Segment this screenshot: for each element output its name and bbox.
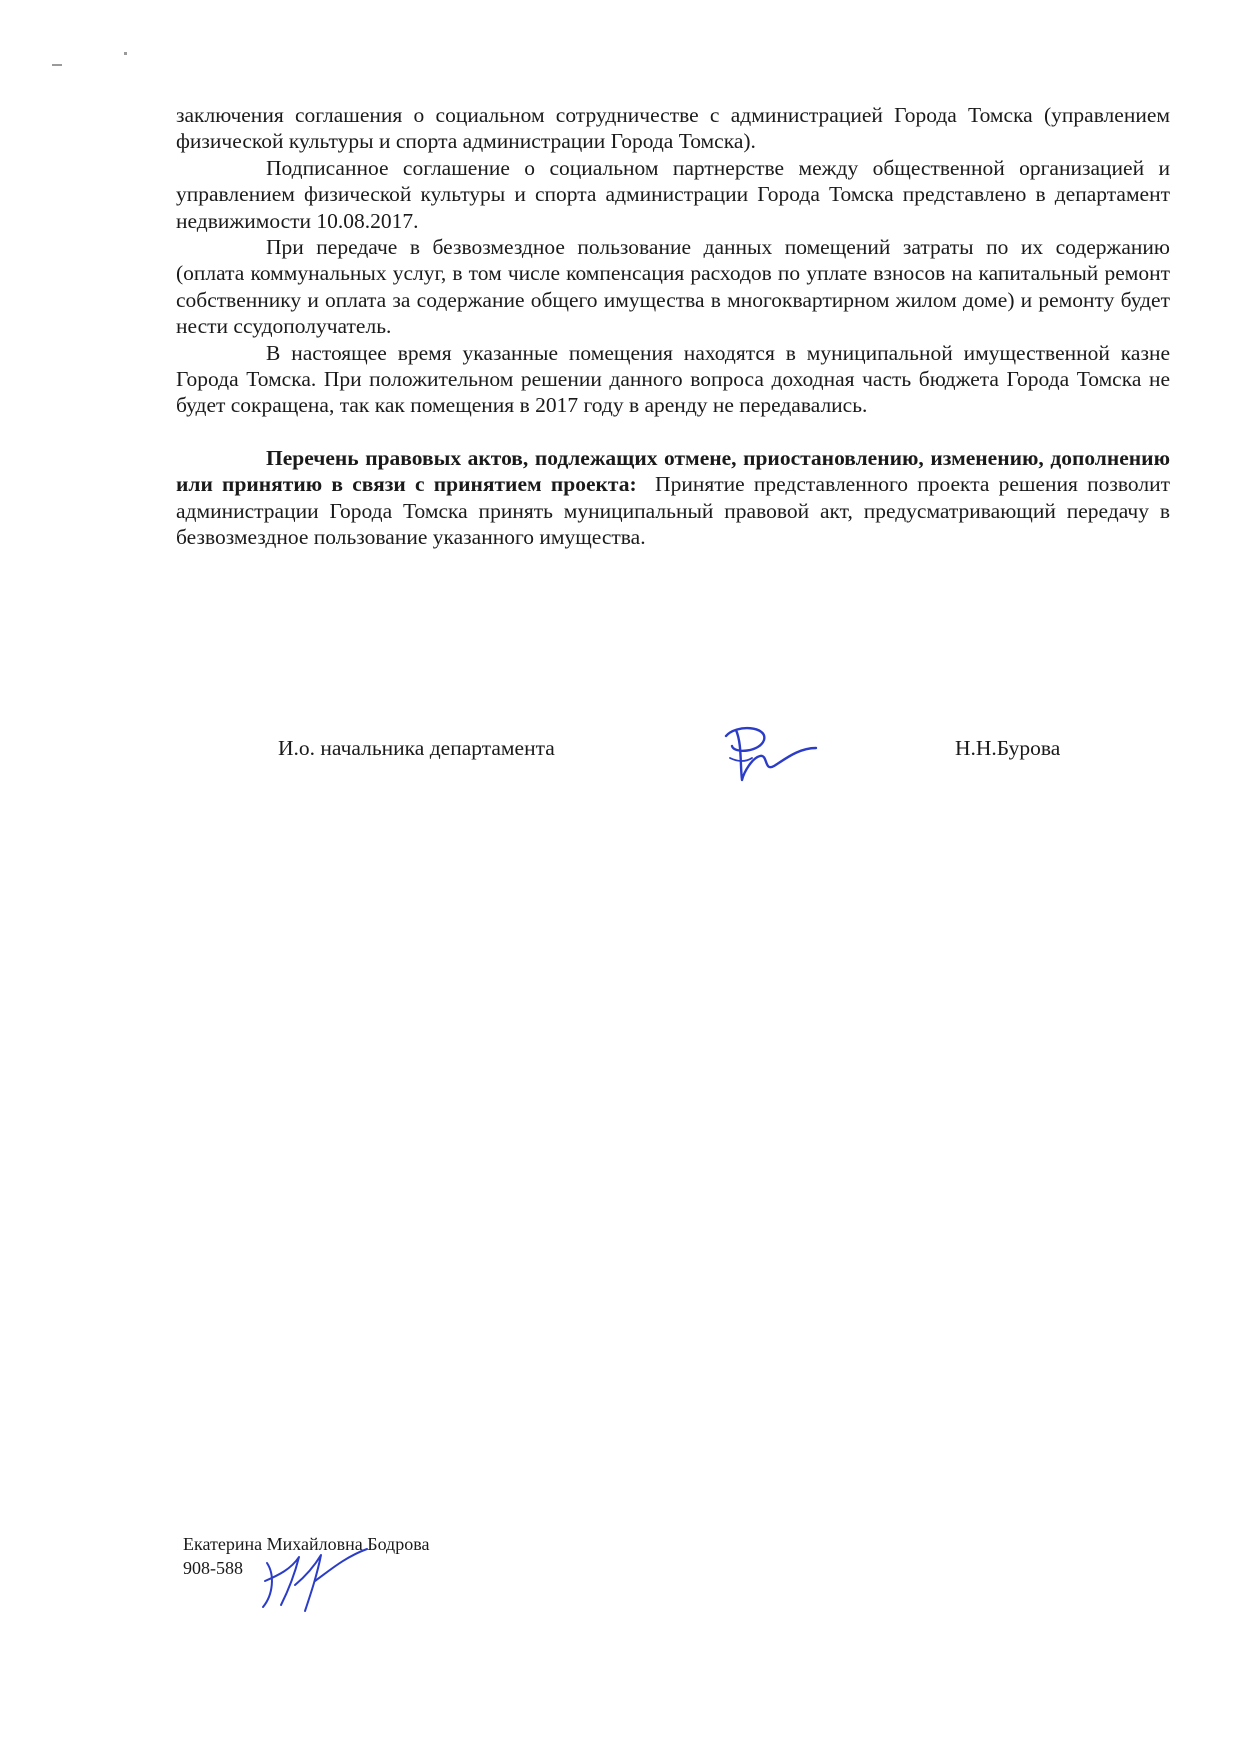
paragraph-budget: В настоящее время указанные помещения находятся в муниципальной имущественной казне Города Томска. При положительном решении данного вопроса доходная часть бюджета Города Томска не будет сокращена, так как помещения в 2017 году в аренду не передавались. [176,340,1170,418]
paragraph-costs: При передаче в безвозмездное пользование данных помещений затраты по их содержанию (оплата коммунальных услуг, в том числе компенсация расходов по уплате взносов на капитальный ремонт собственнику и оплата за содержание общего имущества в многоквартирном жилом доме) и ремонту будет нести ссудополучатель. [176,235,1170,339]
document-body [176,102,1170,551]
legal-acts-text: Принятие представленного проекта решения позволит администрации Города Томска принять муниципальный правовой акт, предусматривающий передачу в безвозмездное пользование указанного имущества. [176,472,1170,550]
signatory-name: Н.Н.Бурова [955,736,1061,760]
executor-signature-image [255,1545,375,1620]
executor-phone: 908-588 [183,1558,243,1578]
paragraph-legal-acts [176,445,1170,551]
paragraph-continuation: заключения соглашения о социальном сотрудничестве с администрацией Города Томска (управлением физической культуры и спорта администрации Города Томска). [176,103,1170,154]
signatory-position: И.о. начальника департамента [278,736,555,760]
scan-speck [124,52,127,55]
legal-acts-heading: Перечень правовых актов, подлежащих отмене, приостановлению, изменению, дополнению или принятию в связи с принятием проекта: [176,445,1170,497]
executor-name: Екатерина Михайловна Бодрова [183,1534,430,1554]
signature-image [712,718,822,788]
scan-speck [52,64,62,66]
paragraph-agreement: Подписанное соглашение о социальном партнерстве между общественной организацией и управлением физической культуры и спорта администрации Города Томска представлено в департамент недвижимости 10.08.2017. [176,155,1170,233]
